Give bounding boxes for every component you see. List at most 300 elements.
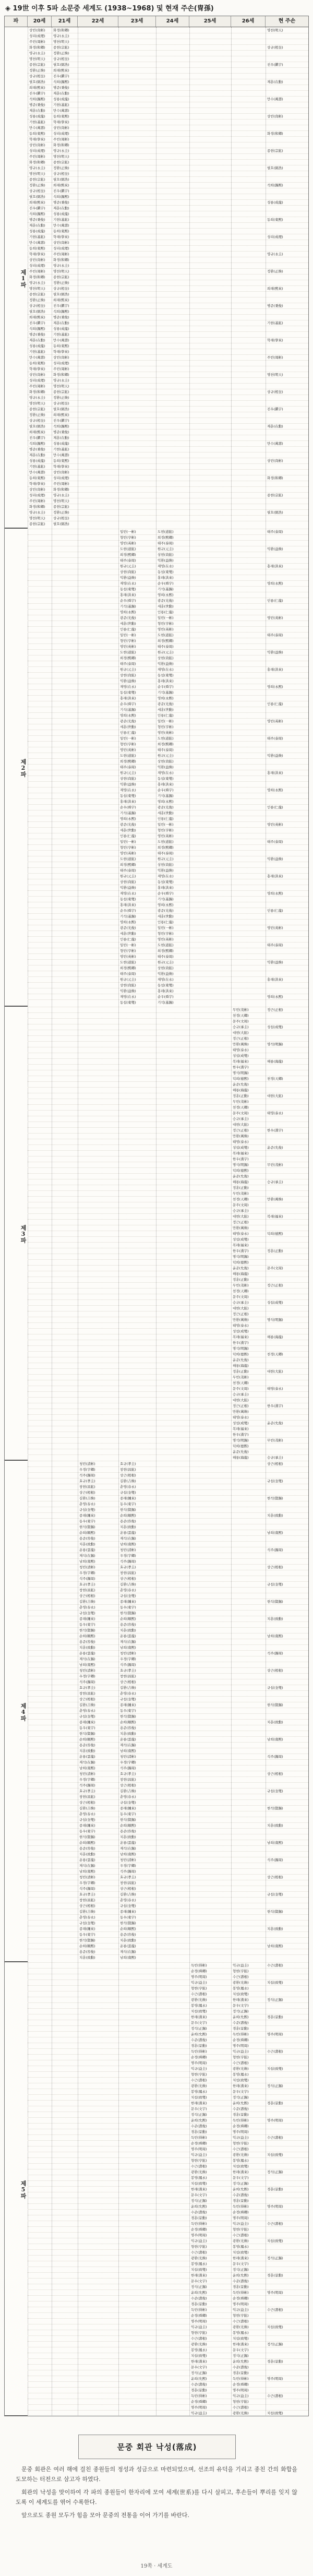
person-name: 창현(昌鉉) [79, 1898, 95, 1902]
person-name: 영빈(英彬) [120, 955, 136, 959]
heir-name: 규섭(奎燮) [267, 1789, 283, 1793]
person-name: 남희(南熙) [79, 1663, 95, 1667]
person-name: 태영(泰永) [233, 1415, 249, 1420]
heir-name: 해룡(海龍) [267, 1059, 283, 1064]
person-name: 태주(泰周) [120, 868, 136, 873]
person-name: 상근(相根) [120, 1473, 136, 1477]
person-name: 현석(賢錫) [79, 1628, 95, 1632]
person-name: 상규(相奎) [53, 57, 69, 61]
person-name: 수준(壽俊) [191, 2124, 207, 2128]
person-name: 재훈(在勳) [53, 206, 69, 210]
person-name: 동섭(東燮) [120, 1000, 136, 1005]
person-name: 정훈(正勳) [233, 1094, 249, 1098]
person-name: 익환(益煥) [120, 576, 136, 580]
person-name: 용준(容俊) [120, 1726, 136, 1730]
person-name: 진우(鎭宇) [29, 91, 45, 96]
heir-name: 석주(錫周) [267, 1651, 283, 1655]
person-name: 천경(天卿) [233, 1013, 249, 1018]
person-name: 수근(壽根) [191, 2078, 207, 2082]
heir-name: 정석(正錫) [267, 2084, 283, 2088]
person-name: 희경(熙卿) [158, 535, 174, 540]
person-name: 무빈(茂彬) [233, 1008, 249, 1012]
person-name: 순희(順熙) [120, 1617, 136, 1621]
person-name: 희래(熙來) [53, 413, 69, 417]
person-name: 동희(東熙) [53, 459, 69, 463]
heir-name: 경훈(景勳) [267, 2101, 283, 2105]
person-name: 길환(吉煥) [120, 1892, 136, 1897]
person-name: 문우(文宇) [191, 2365, 207, 2369]
person-name: 현석(賢錫) [120, 1921, 136, 1925]
heir-name: 상근(相根) [267, 1772, 283, 1776]
person-name: 문주(文周) [233, 1295, 249, 1299]
person-name: 상규(相奎) [29, 304, 45, 308]
heir-name: 인룡(仁龍) [267, 599, 283, 603]
person-name: 재영(在永) [120, 581, 136, 586]
person-name: 영규(永圭) [29, 281, 45, 285]
person-name: 원규(元圭) [120, 977, 136, 982]
person-name: 동우(東宇) [79, 1519, 95, 1523]
heir-name: 종현(宗鉉) [267, 149, 283, 153]
person-name: 도현(道鉉) [158, 840, 174, 844]
person-name: 용준(容俊) [79, 1846, 95, 1851]
person-name: 봉영(鳳永) [233, 2072, 249, 2077]
person-name: 봉영(鳳永) [191, 2262, 207, 2266]
person-name: 기현(基鉉) [53, 332, 69, 337]
person-name: 길환(吉煥) [79, 1910, 95, 1914]
person-name: 운룡(雲龍) [120, 1737, 136, 1742]
person-name: 태주(泰周) [158, 851, 174, 855]
person-name: 복래(福來) [233, 1151, 249, 1155]
person-name: 일빈(一彬) [158, 822, 174, 827]
table-row [28, 2410, 308, 2416]
heir-name: 치훈(致勳) [267, 1927, 283, 1931]
person-name: 필호(弼浩) [29, 309, 45, 314]
person-name: 태주(泰周) [158, 541, 174, 545]
person-name: 인룡(仁龍) [120, 731, 136, 735]
person-name: 도현(道鉉) [158, 736, 174, 741]
person-name: 광환(光煥) [233, 2325, 249, 2329]
person-name: 문우(文宇) [233, 2176, 249, 2180]
person-name: 득빈(得彬) [191, 2394, 207, 2398]
person-name: 익환(益煥) [120, 886, 136, 890]
person-name: 상현(尙鉉) [120, 570, 136, 574]
person-name: 덕희(德熙) [233, 1260, 249, 1265]
person-name: 동섭(東燮) [120, 897, 136, 901]
person-name: 태주(泰周) [158, 748, 174, 752]
person-name: 현석(賢錫) [79, 1732, 95, 1736]
footer-title: 문중 회관 낙성(落成) [117, 2442, 197, 2452]
heir-name: 익환(益煥) [267, 650, 283, 654]
person-name: 봉영(鳳永) [191, 2348, 207, 2352]
person-name: 재영(在永) [158, 564, 174, 568]
person-name: 봉영(鳳永) [191, 2003, 207, 2008]
person-name: 진우(鎭宇) [53, 419, 69, 423]
person-name: 정근(正根) [233, 1036, 249, 1041]
person-name: 윤희(允熙) [233, 2101, 249, 2105]
person-name: 규섭(奎燮) [120, 1594, 136, 1598]
heir-name: 상규(相奎) [267, 390, 283, 394]
column-header: 20세 [28, 16, 52, 27]
person-name: 현석(賢錫) [120, 1818, 136, 1822]
person-name: 성리(成理) [29, 264, 45, 268]
person-name: 치훈(致勳) [79, 1852, 95, 1856]
person-name: 일빈(一彬) [120, 840, 136, 844]
person-name: 순경(舜卿) [191, 2055, 207, 2059]
heir-name: 현석(賢錫) [267, 1806, 283, 1810]
person-name: 동우(東宇) [79, 1829, 95, 1833]
person-name: 석희(錫熙) [29, 212, 45, 216]
person-name: 성섭(成燮) [233, 1329, 249, 1333]
person-name: 승규(承圭) [233, 1209, 249, 1213]
person-name: 상빈(尙彬) [29, 373, 45, 377]
person-name: 석주(錫周) [120, 1663, 136, 1667]
person-name: 형현(亨鉉) [233, 2227, 249, 2232]
heir-name: 영빈(英彬) [267, 719, 283, 723]
person-name: 익규(益圭) [233, 2308, 249, 2312]
person-name: 상현(尙鉉) [120, 880, 136, 884]
heir-name: 태주(泰周) [267, 736, 283, 741]
person-name: 동우(東宇) [120, 1502, 136, 1506]
person-name: 명석(明錫) [233, 1071, 249, 1075]
person-name: 동섭(東燮) [158, 880, 174, 884]
person-name: 기석(基錫) [158, 690, 174, 695]
column-header: 26세 [231, 16, 266, 27]
person-name: 현석(賢錫) [79, 1835, 95, 1839]
heir-name: 만환(萬煥) [267, 1197, 283, 1201]
person-name: 길환(吉煥) [120, 1789, 136, 1793]
person-name: 상현(尙鉉) [158, 553, 174, 557]
person-name: 재석(在錫) [79, 1864, 95, 1868]
person-name: 무빈(茂彬) [233, 1375, 249, 1379]
person-name: 원규(元圭) [120, 667, 136, 672]
person-name: 춘영(春永) [79, 1502, 95, 1506]
person-name: 만수(萬壽) [29, 241, 45, 245]
heir-name: 남희(南熙) [267, 1841, 283, 1845]
heir-name: 종현(宗鉉) [267, 493, 283, 497]
person-name: 순우(舜宇) [158, 581, 174, 586]
heir-name: 정근(正根) [267, 1008, 283, 1012]
person-name: 세훈(世勳) [120, 622, 136, 626]
heir-name: 주빈(周彬) [267, 355, 283, 360]
person-name: 화경(和卿) [29, 505, 45, 509]
person-name: 석희(錫熙) [29, 327, 45, 331]
person-name: 용준(容俊) [120, 1623, 136, 1627]
heir-name: 상근(相根) [267, 1462, 283, 1466]
person-name: 홍래(洪來) [158, 576, 174, 580]
person-name: 해룡(海龍) [233, 1456, 249, 1460]
person-name: 수준(壽俊) [233, 2279, 249, 2283]
person-name: 홍래(洪來) [158, 886, 174, 890]
person-name: 정환(正煥) [29, 413, 45, 417]
person-name: 재훈(在勳) [29, 109, 45, 113]
person-name: 희경(熙卿) [158, 949, 174, 953]
person-name: 성섭(成燮) [233, 1421, 249, 1425]
person-name: 재석(在錫) [120, 1536, 136, 1541]
person-name: 홍래(洪來) [120, 593, 136, 597]
heir-name: 동희(東熙) [267, 218, 283, 222]
person-name: 상빈(尙彬) [29, 487, 45, 492]
heir-name: 진우(鎭宇) [267, 407, 283, 411]
person-name: 석주(錫周) [79, 1577, 95, 1581]
person-name: 정근(正根) [233, 1220, 249, 1224]
person-name: 순경(舜卿) [233, 2124, 249, 2128]
person-name: 병준(秉俊) [53, 430, 69, 434]
person-name: 규섭(奎燮) [79, 1611, 95, 1615]
person-name: 청빈(淸彬) [120, 1858, 136, 1862]
person-name: 수근(壽根) [191, 1992, 207, 1996]
heir-name: 태영(泰永) [267, 1111, 283, 1115]
person-name: 익규(益圭) [233, 2394, 249, 2398]
heir-name: 치섭(致燮) [267, 2153, 283, 2157]
person-name: 정환(正煥) [29, 183, 45, 187]
heir-name: 상근(相根) [267, 1875, 283, 1879]
person-name: 현석(賢錫) [120, 1508, 136, 1512]
person-name: 화경(和卿) [53, 487, 69, 492]
person-name: 화경(和卿) [29, 390, 45, 394]
person-name: 원규(元圭) [158, 547, 174, 551]
person-name: 재영(在永) [120, 685, 136, 689]
person-name: 형빈(亨彬) [120, 949, 136, 953]
person-name: 문주(文周) [233, 1387, 249, 1391]
person-name: 상근(相根) [120, 1680, 136, 1684]
heir-name: 남희(南熙) [267, 1634, 283, 1638]
person-name: 재영(在永) [158, 874, 174, 878]
heir-name: 정근(正根) [267, 1283, 283, 1287]
person-name: 재훈(在勳) [53, 436, 69, 440]
person-name: 한우(漢宇) [233, 1249, 249, 1253]
heir-name: 명석(明錫) [267, 1318, 283, 1322]
person-name: 도현(道鉉) [120, 754, 136, 758]
heir-name: 인룡(仁龍) [267, 909, 283, 913]
person-name: 치섭(致燮) [191, 2095, 207, 2100]
person-name: 한래(漢來) [233, 2256, 249, 2260]
person-name: 종래(鍾來) [120, 1496, 136, 1500]
heir-name: 영규(永圭) [267, 252, 283, 256]
person-name: 명천(明天) [29, 287, 45, 291]
person-name: 재석(在錫) [120, 1743, 136, 1747]
person-name: 영빈(英彬) [120, 748, 136, 752]
person-name: 태주(泰周) [120, 765, 136, 769]
heir-name: 석주(錫周) [267, 1548, 283, 1552]
person-name: 광준(光俊) [120, 719, 136, 723]
person-name: 창현(昌鉉) [79, 1795, 95, 1799]
heir-name: 성리(成理) [267, 235, 283, 239]
heir-name: 승규(承圭) [267, 1180, 283, 1184]
person-name: 한래(漢來) [191, 2015, 207, 2019]
person-name: 청빈(淸彬) [120, 1651, 136, 1655]
person-name: 동희(東熙) [29, 361, 45, 365]
person-name: 동우(東宇) [120, 1709, 136, 1713]
person-name: 청빈(淸彬) [120, 1755, 136, 1759]
person-name: 정근(正根) [233, 1128, 249, 1132]
person-name: 복래(福來) [233, 1335, 249, 1339]
person-name: 우경(宇卿) [79, 1778, 95, 1782]
heir-name: 영희(永熙) [267, 788, 283, 792]
person-name: 기석(基錫) [120, 604, 136, 609]
person-name: 익환(益煥) [120, 782, 136, 786]
person-name: 희경(熙卿) [120, 656, 136, 660]
person-name: 순희(順熙) [120, 1720, 136, 1724]
person-name: 운룡(雲龍) [79, 1651, 95, 1655]
person-name: 필호(弼浩) [29, 424, 45, 428]
person-name: 학래(學來) [53, 350, 69, 354]
person-name: 학래(學來) [29, 482, 45, 486]
person-name: 세훈(世勳) [120, 725, 136, 729]
person-name: 종현(宗鉉) [53, 275, 69, 279]
person-name: 경훈(景勳) [191, 2216, 207, 2220]
person-name: 화경(和卿) [53, 143, 69, 147]
person-name: 영규(永圭) [53, 493, 69, 497]
person-name: 일빈(一彬) [158, 616, 174, 620]
heir-name: 수근(壽根) [267, 2136, 283, 2140]
person-name: 종래(鍾來) [120, 1806, 136, 1810]
person-name: 순경(舜卿) [191, 2313, 207, 2318]
heir-name: 태주(泰周) [267, 840, 283, 844]
person-name: 주빈(周彬) [53, 367, 69, 371]
person-name: 기석(基錫) [120, 914, 136, 919]
person-name: 상규(相奎) [29, 189, 45, 193]
person-name: 정석(正錫) [233, 2354, 249, 2358]
person-name: 윤희(允熙) [233, 2015, 249, 2019]
person-name: 성룡(成龍) [53, 212, 69, 216]
person-name: 진우(鎭宇) [29, 321, 45, 325]
heir-name: 수근(壽根) [267, 2308, 283, 2312]
person-name: 상근(相根) [79, 1490, 95, 1495]
person-name: 봉영(鳳永) [233, 1986, 249, 1990]
person-name: 한래(漢來) [233, 2084, 249, 2088]
person-name: 득빈(得彬) [233, 2377, 249, 2381]
person-name: 한우(漢宇) [233, 1341, 249, 1345]
person-name: 영빈(英彬) [120, 645, 136, 649]
person-name: 익환(益煥) [158, 765, 174, 769]
person-name: 진우(鎭宇) [53, 189, 69, 193]
person-name: 정석(正錫) [191, 2199, 207, 2203]
heir-name: 상빈(尙彬) [267, 114, 283, 118]
person-name: 치섭(致燮) [233, 2250, 249, 2255]
person-name: 수근(壽根) [191, 2164, 207, 2168]
person-name: 명석(明錫) [233, 1346, 249, 1351]
person-name: 학래(學來) [53, 120, 69, 124]
person-name: 동우(東宇) [120, 1605, 136, 1609]
table-body [5, 27, 308, 2416]
person-name: 광준(光俊) [158, 599, 174, 603]
person-name: 종현(宗鉉) [53, 160, 69, 164]
person-name: 문우(文宇) [191, 2021, 207, 2025]
person-name: 수근(壽根) [233, 2061, 249, 2065]
person-name: 상근(相根) [120, 1577, 136, 1581]
person-name: 승규(承圭) [233, 1117, 249, 1121]
person-name: 득빈(得彬) [191, 2222, 207, 2226]
column-header: 22세 [78, 16, 118, 27]
heir-name: 명석(明錫) [267, 1042, 283, 1046]
person-name: 기현(基鉉) [29, 350, 45, 354]
person-name: 형현(亨鉉) [233, 1969, 249, 1973]
person-name: 순우(舜宇) [158, 995, 174, 999]
person-name: 동우(東宇) [79, 1726, 95, 1730]
table-row [28, 1954, 308, 1961]
heir-name: 정석(正錫) [267, 2342, 283, 2346]
person-name: 수근(壽根) [191, 2336, 207, 2341]
person-name: 영규(永圭) [53, 34, 69, 38]
person-name: 재석(在錫) [120, 1950, 136, 1954]
person-name: 명주(明周) [233, 2130, 249, 2134]
table-header [5, 16, 308, 27]
branch-name: 제3파 [20, 1224, 27, 1243]
person-name: 주빈(周彬) [53, 137, 69, 141]
person-name: 형현(亨鉉) [233, 2313, 249, 2318]
heir-name: 한우(漢宇) [267, 1404, 283, 1408]
person-name: 수준(壽俊) [191, 2210, 207, 2214]
person-name: 희래(熙來) [29, 200, 45, 205]
person-name: 명석(明錫) [233, 1255, 249, 1259]
heir-name: 윤준(允俊) [267, 1421, 283, 1425]
person-name: 정환(正煥) [53, 281, 69, 285]
person-name: 순우(舜宇) [120, 805, 136, 809]
heir-name: 규섭(奎燮) [267, 1582, 283, 1587]
person-name: 문우(文宇) [191, 2107, 207, 2111]
person-name: 희경(熙卿) [120, 759, 136, 764]
person-name: 상빈(尙彬) [29, 258, 45, 262]
person-name: 성리(成理) [53, 476, 69, 480]
person-name: 광준(光俊) [158, 909, 174, 913]
person-name: 석희(錫熙) [53, 424, 69, 428]
person-name: 형빈(亨彬) [158, 725, 174, 729]
person-name: 만환(萬煥) [233, 1226, 249, 1230]
person-name: 재훈(在勳) [53, 321, 69, 325]
person-name: 동섭(東燮) [158, 570, 174, 574]
person-name: 태주(泰周) [120, 558, 136, 563]
person-name: 종래(鍾來) [79, 1720, 95, 1724]
person-name: 정환(正煥) [53, 510, 69, 515]
person-name: 치훈(致勳) [79, 1955, 95, 1960]
person-name: 무빈(茂彬) [233, 1283, 249, 1287]
person-name: 만수(萬壽) [53, 338, 69, 342]
person-name: 한래(漢來) [191, 2359, 207, 2364]
person-name: 석희(錫熙) [53, 80, 69, 84]
person-name: 광환(光煥) [233, 2153, 249, 2157]
person-name: 득빈(得彬) [191, 2308, 207, 2312]
person-name: 효규(孝圭) [79, 1479, 95, 1483]
heir-name: 화경(和卿) [267, 132, 283, 136]
heir-name: 화경(和卿) [267, 476, 283, 480]
person-name: 태영(泰永) [233, 1323, 249, 1328]
heir-name: 영희(永熙) [267, 685, 283, 689]
person-name: 해룡(海龍) [233, 1272, 249, 1276]
person-name: 상현(尙鉉) [158, 966, 174, 970]
person-name: 치섭(致燮) [191, 2268, 207, 2272]
person-name: 재석(在錫) [120, 1640, 136, 1644]
heir-name: 필호(弼浩) [267, 510, 283, 515]
person-name: 우경(宇卿) [120, 1657, 136, 1661]
person-name: 종현(宗鉉) [29, 63, 45, 67]
person-name: 익규(益圭) [191, 2153, 207, 2157]
column-header: 21세 [52, 16, 78, 27]
person-name: 동우(東宇) [120, 1915, 136, 1919]
person-name: 경훈(景勳) [233, 2371, 249, 2375]
person-name: 종래(鍾來) [120, 1910, 136, 1914]
heir-name: 명주(明周) [267, 2118, 283, 2122]
heir-name: 인룡(仁龍) [267, 805, 283, 809]
person-name: 종래(鍾來) [79, 1927, 95, 1931]
page-number: 19쪽 · 세계도 [140, 2563, 173, 2569]
person-name: 치섭(致燮) [233, 1992, 249, 1996]
person-name: 원규(元圭) [158, 960, 174, 964]
heir-name: 수근(壽根) [267, 2394, 283, 2398]
person-name: 익환(益煥) [120, 679, 136, 683]
heir-name: 만수(萬壽) [267, 97, 283, 101]
person-name: 희래(熙來) [29, 315, 45, 319]
heir-name: 상근(相根) [267, 1668, 283, 1673]
